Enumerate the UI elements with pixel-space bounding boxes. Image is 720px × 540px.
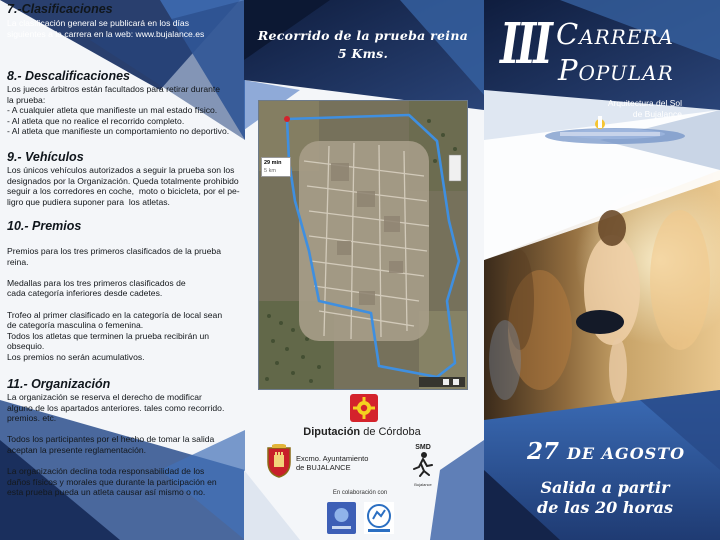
smd-runner-icon bbox=[410, 451, 436, 477]
event-date bbox=[492, 438, 720, 465]
diputacion-prefix: Diputación bbox=[303, 426, 361, 438]
roman-numeral: III bbox=[500, 11, 550, 77]
ayuntamiento-line1: Excmo. Ayuntamiento bbox=[296, 454, 369, 463]
sun-architecture-logo bbox=[540, 110, 690, 150]
section-body-premios: Premios para los tres primeros clasificados de la prueba reina. Medallas para los tres primeros clasificados de cada categoría inferiores desde cadetes. Trofeo al primer clasificado en la categoría de local sean de categoría masculina o femenina. Todos los atletas que terminen la prueba recibirán un obsequio. Los premios no serán acumulativos. bbox=[7, 246, 223, 362]
section-body-organizacion: La organización se reserva el derecho de modificar alguno de los apartados anteriores. tales como recorrido. premios. etc. Todos los participantes por el hecho de tomar la salida aceptan la presente reglamentación. La organización declina toda responsabilidad de los daños físicos y morales que durante la participación en esta prueba pueda un atleta causar así mismo o no. bbox=[7, 392, 225, 498]
title2-cap: P bbox=[558, 53, 579, 87]
section-title-clasificaciones: 7.-Clasificaciones bbox=[7, 2, 113, 16]
route-badge-time: 29 min bbox=[264, 160, 282, 166]
smd-sub: Bujalance bbox=[414, 482, 432, 487]
start-time bbox=[500, 478, 710, 518]
title2-rest: OPULAR bbox=[578, 61, 674, 85]
ayuntamiento-shield bbox=[266, 444, 292, 478]
section-title-vehiculos: 9.- Vehículos bbox=[7, 150, 84, 164]
section-title-premios: 10.- Premios bbox=[7, 219, 82, 233]
collab-logo-blue bbox=[327, 502, 356, 534]
smd-label: SMD bbox=[415, 444, 431, 451]
collab-label: En colaboración con bbox=[332, 490, 388, 496]
ayuntamiento-text bbox=[296, 454, 368, 472]
start-line2: de las 20 horas bbox=[537, 498, 673, 517]
date-rest: DE AGOSTO bbox=[566, 444, 686, 463]
ayuntamiento-line2: de BUJALANCE bbox=[296, 463, 351, 472]
start-line1: Salida a partir bbox=[540, 478, 670, 497]
cover-subtitle-line2: de Bujalance bbox=[632, 109, 682, 119]
section-title-organizacion: 11.- Organización bbox=[7, 377, 111, 391]
route-badge-distance: 5 km bbox=[264, 168, 276, 174]
diputacion-suffix: de Córdoba bbox=[360, 426, 421, 438]
section-body-clasificaciones: La clasificación general se publicará en los días siguientes a la carrera en la web: www.bujalance.es bbox=[7, 18, 205, 39]
date-day: 27 bbox=[526, 438, 559, 465]
cover-title-line1 bbox=[556, 17, 674, 51]
section-title-descalificaciones: 8.- Descalificaciones bbox=[7, 69, 130, 83]
title1-rest: ARRERA bbox=[579, 25, 674, 49]
route-info-badge bbox=[261, 157, 291, 177]
route-title: Recorrido de la prueba reina bbox=[257, 28, 469, 43]
smd-logo bbox=[410, 444, 436, 487]
route-map-image bbox=[259, 101, 467, 389]
diputacion-name bbox=[296, 426, 428, 438]
start-marker bbox=[284, 116, 290, 122]
section-body-descalificaciones: Los jueces árbitros están facultados para retirar durante la prueba: - A cualquier atleta que manifieste un mal estado físico. - Al atleta que no realice el recorrido completo. - Al atleta que manifieste un comportamiento no deportivo. bbox=[7, 84, 230, 137]
section-body-vehiculos: Los únicos vehículos autorizados a seguir la prueba son los designados por la Organización. Queda totalmente prohibido seguir a los corredores en coche, moto o bicicleta, por el pe- ligro que pudiera suponer para los atletas. bbox=[7, 165, 240, 207]
cover-title-line2 bbox=[558, 53, 674, 87]
collab-logo-athletics bbox=[364, 502, 394, 534]
cover-subtitle-line1: Arquitectura del Sol bbox=[607, 98, 682, 108]
diputacion-logo bbox=[350, 394, 378, 422]
title1-cap: C bbox=[556, 17, 580, 51]
route-map bbox=[258, 100, 468, 390]
route-distance: 5 Kms. bbox=[337, 46, 389, 61]
